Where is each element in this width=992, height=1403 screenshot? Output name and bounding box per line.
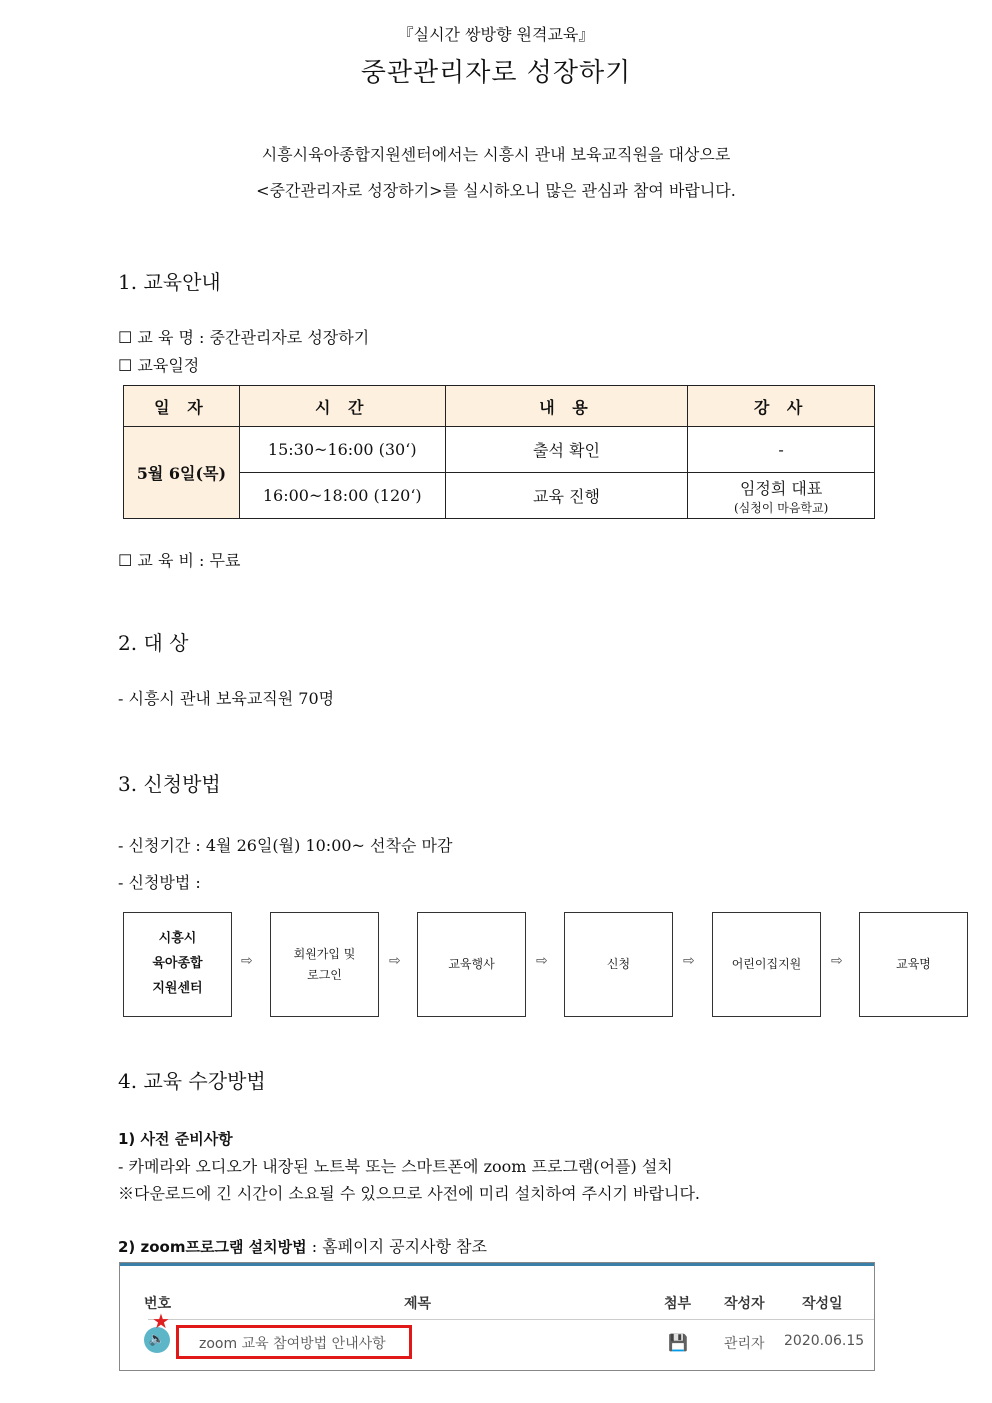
step-label: 어린이집지원 <box>731 957 802 972</box>
notice-title[interactable]: zoom 교육 참여방법 안내사항 <box>199 1336 386 1352</box>
step-box-login <box>270 912 379 1017</box>
header-lecturer: 강 사 <box>688 386 875 427</box>
arrow-icon: ⇨ <box>536 953 548 969</box>
step-box-apply <box>564 912 673 1017</box>
col-no: 번호 <box>144 1296 172 1312</box>
time-cell: 15:30~16:00 (30‘) <box>239 427 445 473</box>
page-title: 중관관리자로 성장하기 <box>360 58 632 88</box>
schedule-table <box>123 385 875 519</box>
content-cell: 교육 진행 <box>445 473 688 519</box>
intro-line-1: 시흥시육아종합지원센터에서는 시흥시 관내 보육교직원을 대상으로 <box>261 145 731 164</box>
step-label: 시흥시 육아종합 지원센터 <box>152 931 203 996</box>
step-box-daycare <box>712 912 821 1017</box>
header-date: 일 자 <box>124 386 240 427</box>
speaker-icon: 🔈 <box>144 1327 170 1353</box>
notice-board-screenshot <box>119 1262 875 1371</box>
prep-line-1: - 카메라와 오디오가 내장된 노트북 또는 스마트폰에 zoom 프로그램(어플) 설치 <box>118 1157 673 1176</box>
row-date: 2020.06.15 <box>784 1333 865 1349</box>
application-method: - 신청방법 : <box>118 873 201 892</box>
header-time: 시 간 <box>239 386 445 427</box>
arrow-icon: ⇨ <box>831 953 843 969</box>
section-1-heading: 1. 교육안내 <box>118 270 221 294</box>
lecturer-cell <box>688 473 875 519</box>
intro-line-2: <중간관리자로 성장하기>를 실시하오니 많은 관심과 참여 바랍니다. <box>256 181 736 200</box>
schedule-label: ☐ 교육일정 <box>118 356 200 375</box>
section-4-heading: 4. 교육 수강방법 <box>118 1069 266 1093</box>
lecturer-affiliation: (심청이 마음학교) <box>733 500 829 515</box>
col-title: 제목 <box>404 1296 432 1312</box>
target: - 시흥시 관내 보육교직원 70명 <box>118 689 335 708</box>
highlighted-notice-link[interactable] <box>176 1325 412 1359</box>
zoom-title: 2) zoom프로그램 설치방법 <box>118 1238 307 1256</box>
star-icon: ★ <box>152 1309 170 1333</box>
arrow-icon: ⇨ <box>683 953 695 969</box>
arrow-icon: ⇨ <box>241 953 253 969</box>
board-top-bar <box>120 1263 874 1266</box>
attachment-icon[interactable]: 💾 <box>668 1333 688 1352</box>
table-header-row <box>124 386 875 427</box>
step-box-event <box>417 912 526 1017</box>
step-label: 회원가입 및 로그인 <box>293 947 356 982</box>
time-cell: 16:00~18:00 (120‘) <box>239 473 445 519</box>
row-author: 관리자 <box>724 1336 765 1352</box>
prep-title: 1) 사전 준비사항 <box>118 1130 233 1148</box>
application-period: - 신청기간 : 4월 26일(월) 10:00~ 선착순 마감 <box>118 836 453 855</box>
header-content: 내 용 <box>445 386 688 427</box>
step-box-course <box>859 912 968 1017</box>
content-cell: 출석 확인 <box>445 427 688 473</box>
course-name: ☐ 교 육 명 : 중간관리자로 성장하기 <box>118 328 370 347</box>
lecturer-name: 임정희 대표 <box>739 478 823 498</box>
step-label: 신청 <box>606 957 631 972</box>
lecturer-cell: - <box>688 427 875 473</box>
section-2-heading: 2. 대 상 <box>118 631 189 655</box>
step-label: 교육명 <box>896 957 931 972</box>
step-label: 교육행사 <box>448 957 495 972</box>
arrow-icon: ⇨ <box>389 953 401 969</box>
prep-line-2: ※다운로드에 긴 시간이 소요될 수 있으므로 사전에 미리 설치하여 주시기 바랍니다. <box>118 1184 700 1203</box>
zoom-install-line <box>118 1234 487 1257</box>
date-cell: 5월 6일(목) <box>124 427 240 519</box>
col-attach: 첨부 <box>664 1296 692 1312</box>
fee: ☐ 교 육 비 : 무료 <box>118 551 241 570</box>
col-author: 작성자 <box>724 1296 765 1312</box>
zoom-note: : 홈페이지 공지사항 참조 <box>311 1237 487 1256</box>
table-row <box>124 427 875 473</box>
subtitle: 『실시간 쌍방향 원격교육』 <box>397 25 595 44</box>
col-date: 작성일 <box>802 1296 843 1312</box>
step-box-center <box>123 912 232 1017</box>
section-3-heading: 3. 신청방법 <box>118 772 221 796</box>
board-divider <box>148 1319 874 1320</box>
